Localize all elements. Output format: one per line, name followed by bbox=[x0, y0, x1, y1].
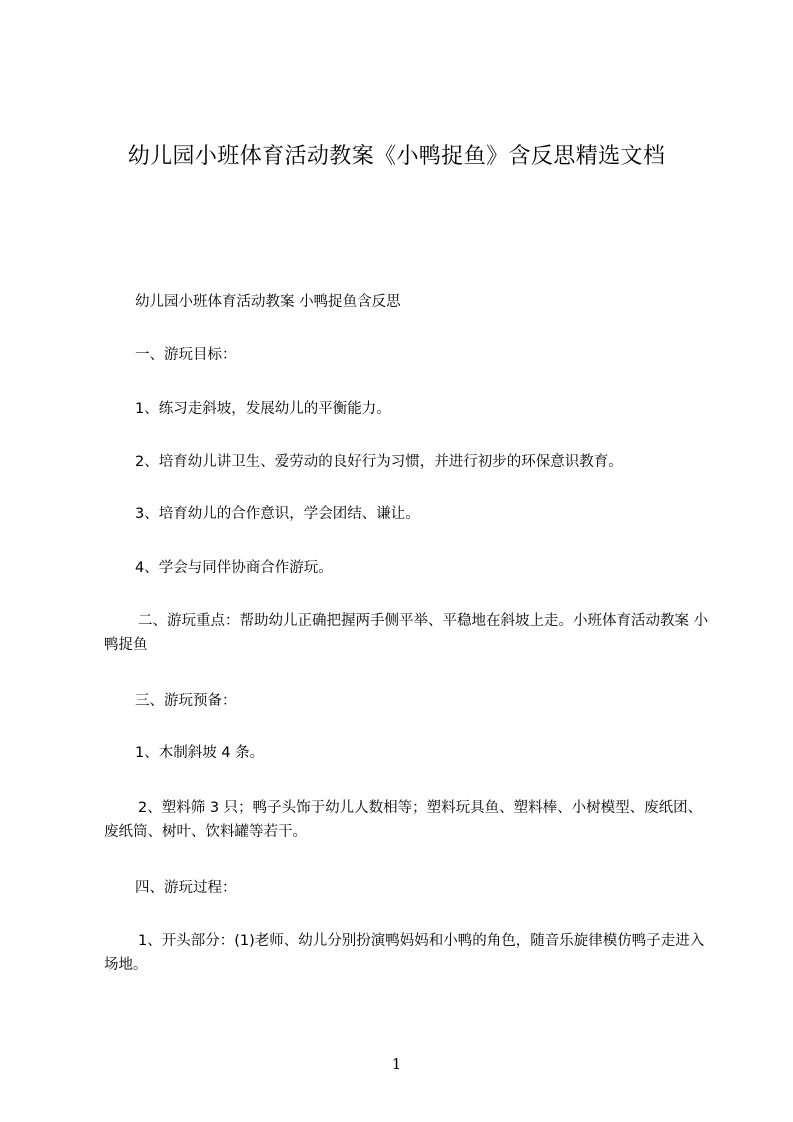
process-item-1: 1、开头部分：(1)老师、幼儿分别扮演鸭妈妈和小鸭的角色，随音乐旋律模仿鸭子走进入场地。 bbox=[104, 933, 705, 973]
section-heading-preparation: 三、游玩预备： bbox=[135, 693, 237, 709]
section-heading-goals: 一、游玩目标： bbox=[135, 347, 237, 363]
preparation-item-2: 2、塑料筛 3 只；鸭子头饰于幼儿人数相等；塑料玩具鱼、塑料棒、小树模型、废纸团、废纸筒、树叶、饮料罐等若干。 bbox=[104, 800, 703, 840]
subtitle-paragraph: 幼儿园小班体育活动教案 小鸭捉鱼含反思 bbox=[135, 294, 401, 310]
preparation-item-1: 1、木制斜坡 4 条。 bbox=[135, 745, 265, 761]
page-number: 1 bbox=[391, 1055, 402, 1073]
section-key-points: 二、游玩重点：帮助幼儿正确把握两手侧平举、平稳地在斜坡上走。小班体育活动教案 小鸭捉鱼 bbox=[104, 613, 709, 653]
section-heading-process: 四、游玩过程： bbox=[135, 880, 237, 896]
goal-item-1: 1、练习走斜坡，发展幼儿的平衡能力。 bbox=[135, 401, 391, 417]
goal-item-3: 3、培育幼儿的合作意识，学会团结、谦让。 bbox=[135, 506, 420, 522]
page-title: 幼儿园小班体育活动教案《小鸭捉鱼》含反思精选文档 bbox=[127, 144, 666, 169]
goal-item-2: 2、培育幼儿讲卫生、爱劳动的良好行为习惯，并进行初步的环保意识教育。 bbox=[135, 454, 623, 470]
goal-item-4: 4、学会与同伴协商合作游玩。 bbox=[135, 560, 333, 576]
